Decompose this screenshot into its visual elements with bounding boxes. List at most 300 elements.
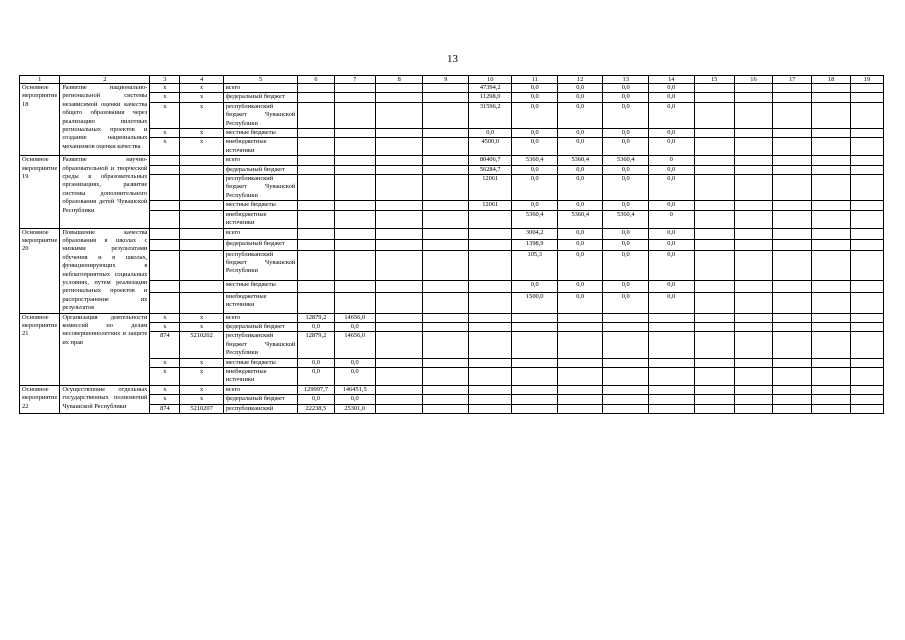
cell-col-17 <box>773 250 812 281</box>
cell-col-19 <box>850 250 883 281</box>
cell-funding-source: внебюджетные источники <box>223 138 298 156</box>
cell-col-18 <box>812 281 850 292</box>
cell-funding-source: республиканский <box>223 404 298 413</box>
cell-col-19 <box>850 385 883 394</box>
cell-year-2019: 0,0 <box>557 93 603 102</box>
cell-year-2013: 0,0 <box>298 368 334 386</box>
cell-year-2016 <box>423 138 469 156</box>
cell-activity-name: Развитие научно-образовательной и творческой среды в образовательных организациях, развитие системы дополнительного образования детей Чувашской Республики <box>60 156 150 228</box>
cell-year-2019 <box>557 332 603 358</box>
column-header: 1 <box>20 76 60 84</box>
cell-col-16 <box>734 165 772 174</box>
table-row <box>20 228 884 239</box>
cell-year-2016 <box>423 93 469 102</box>
cell-year-2017 <box>469 292 512 313</box>
cell-target-code: х <box>180 368 223 386</box>
cell-year-2013 <box>298 165 334 174</box>
cell-year-2021 <box>649 368 695 386</box>
cell-year-2016 <box>423 332 469 358</box>
cell-year-2017: 31596,2 <box>469 102 512 128</box>
table-row <box>20 332 884 358</box>
cell-col-19 <box>850 322 883 331</box>
cell-target-code: х <box>180 138 223 156</box>
cell-year-2020 <box>603 395 649 404</box>
cell-year-2019 <box>557 385 603 394</box>
cell-year-2021: 0,0 <box>649 165 695 174</box>
cell-year-2014 <box>334 250 375 281</box>
cell-year-2020 <box>603 322 649 331</box>
cell-year-2020 <box>603 313 649 322</box>
column-header: 19 <box>850 76 883 84</box>
cell-year-2016 <box>423 313 469 322</box>
table-row <box>20 239 884 250</box>
cell-col-19 <box>850 228 883 239</box>
cell-year-2018 <box>512 332 558 358</box>
column-header: 12 <box>557 76 603 84</box>
cell-col-15 <box>694 84 734 93</box>
cell-year-2013 <box>298 210 334 228</box>
cell-year-2013 <box>298 281 334 292</box>
cell-col-16 <box>734 102 772 128</box>
cell-year-2017: 4500,0 <box>469 138 512 156</box>
cell-ministry-code: х <box>150 84 180 93</box>
cell-funding-source: всего <box>223 84 298 93</box>
cell-target-code: х <box>180 322 223 331</box>
cell-year-2013 <box>298 228 334 239</box>
cell-target-code: 5210202 <box>180 332 223 358</box>
cell-year-2014 <box>334 228 375 239</box>
cell-target-code: х <box>180 313 223 322</box>
cell-col-16 <box>734 175 772 201</box>
cell-col-16 <box>734 250 772 281</box>
cell-activity-name: Повышение качества образования в школах с низкими результатами обучения и в школах, функционирующих в неблагоприятных социальных условиях, путем реализации региональных проектов и распространение их результатов <box>60 228 150 313</box>
cell-year-2019: 0,0 <box>557 239 603 250</box>
column-header: 6 <box>298 76 334 84</box>
cell-year-2014 <box>334 156 375 165</box>
cell-col-18 <box>812 313 850 322</box>
column-header: 11 <box>512 76 558 84</box>
cell-year-2018 <box>512 395 558 404</box>
cell-year-2018: 0,0 <box>512 93 558 102</box>
column-header: 10 <box>469 76 512 84</box>
cell-year-2016 <box>423 385 469 394</box>
cell-year-2020: 5360,4 <box>603 156 649 165</box>
cell-col-16 <box>734 138 772 156</box>
cell-target-code <box>180 292 223 313</box>
cell-col-17 <box>773 404 812 413</box>
cell-col-17 <box>773 84 812 93</box>
cell-year-2017: 11298,0 <box>469 93 512 102</box>
table-body <box>20 84 884 414</box>
cell-year-2014 <box>334 210 375 228</box>
cell-year-2021: 0,0 <box>649 239 695 250</box>
cell-col-15 <box>694 292 734 313</box>
cell-col-18 <box>812 210 850 228</box>
cell-col-19 <box>850 175 883 201</box>
cell-col-19 <box>850 201 883 210</box>
cell-activity-name: Развитие национально-региональной системы независимой оценки качества общего образования через реализацию пилотных региональных проектов и создание национальных механизмов оценки качества <box>60 84 150 156</box>
cell-col-17 <box>773 138 812 156</box>
cell-year-2017 <box>469 358 512 367</box>
cell-ministry-code <box>150 292 180 313</box>
cell-target-code: х <box>180 358 223 367</box>
cell-year-2017 <box>469 322 512 331</box>
cell-col-15 <box>694 358 734 367</box>
cell-year-2014 <box>334 175 375 201</box>
cell-year-2021 <box>649 322 695 331</box>
table-row <box>20 138 884 156</box>
cell-col-16 <box>734 239 772 250</box>
cell-year-2019: 0,0 <box>557 201 603 210</box>
cell-year-2017 <box>469 239 512 250</box>
cell-ministry-code: х <box>150 129 180 138</box>
cell-year-2016 <box>423 322 469 331</box>
cell-ministry-code: х <box>150 322 180 331</box>
cell-col-18 <box>812 228 850 239</box>
cell-year-2014: 14656,0 <box>334 313 375 322</box>
cell-year-2015 <box>375 281 423 292</box>
cell-ministry-code <box>150 239 180 250</box>
cell-col-18 <box>812 322 850 331</box>
table-row <box>20 385 884 394</box>
cell-col-17 <box>773 228 812 239</box>
cell-year-2018: 5360,4 <box>512 210 558 228</box>
cell-year-2018: 0,0 <box>512 138 558 156</box>
cell-year-2020: 0,0 <box>603 84 649 93</box>
cell-year-2020: 0,0 <box>603 228 649 239</box>
cell-ministry-code: 874 <box>150 332 180 358</box>
cell-year-2017 <box>469 313 512 322</box>
cell-col-19 <box>850 358 883 367</box>
cell-year-2017 <box>469 368 512 386</box>
cell-year-2014 <box>334 93 375 102</box>
cell-year-2019: 0,0 <box>557 228 603 239</box>
cell-col-15 <box>694 332 734 358</box>
cell-col-18 <box>812 239 850 250</box>
cell-col-19 <box>850 292 883 313</box>
cell-funding-source: республиканский бюджет Чувашской Республики <box>223 102 298 128</box>
cell-year-2015 <box>375 332 423 358</box>
table-row <box>20 201 884 210</box>
cell-target-code: 5210207 <box>180 404 223 413</box>
cell-year-2013 <box>298 239 334 250</box>
cell-target-code: х <box>180 84 223 93</box>
cell-col-15 <box>694 102 734 128</box>
cell-ministry-code: х <box>150 395 180 404</box>
cell-year-2021 <box>649 313 695 322</box>
column-header: 8 <box>375 76 423 84</box>
cell-year-2019 <box>557 404 603 413</box>
cell-col-19 <box>850 332 883 358</box>
cell-year-2018: 0,0 <box>512 102 558 128</box>
cell-year-2017 <box>469 281 512 292</box>
cell-col-17 <box>773 368 812 386</box>
cell-year-2020 <box>603 368 649 386</box>
cell-col-17 <box>773 239 812 250</box>
cell-year-2015 <box>375 228 423 239</box>
cell-col-15 <box>694 239 734 250</box>
cell-funding-source: республиканский бюджет Чувашской Республики <box>223 332 298 358</box>
cell-ministry-code <box>150 156 180 165</box>
cell-year-2015 <box>375 165 423 174</box>
cell-year-2020: 5360,4 <box>603 210 649 228</box>
table-row <box>20 322 884 331</box>
cell-year-2018 <box>512 368 558 386</box>
cell-year-2018: 0,0 <box>512 281 558 292</box>
cell-year-2021: 0,0 <box>649 175 695 201</box>
cell-year-2014 <box>334 201 375 210</box>
cell-col-18 <box>812 332 850 358</box>
cell-col-17 <box>773 358 812 367</box>
cell-year-2013 <box>298 129 334 138</box>
cell-year-2016 <box>423 368 469 386</box>
cell-col-18 <box>812 93 850 102</box>
cell-year-2020: 0,0 <box>603 201 649 210</box>
cell-year-2021 <box>649 358 695 367</box>
cell-year-2013: 129997,7 <box>298 385 334 394</box>
cell-col-16 <box>734 395 772 404</box>
cell-year-2017: 56284,7 <box>469 165 512 174</box>
cell-col-17 <box>773 165 812 174</box>
cell-col-15 <box>694 250 734 281</box>
cell-year-2014 <box>334 84 375 93</box>
cell-year-2016 <box>423 228 469 239</box>
cell-year-2018: 5360,4 <box>512 156 558 165</box>
cell-funding-source: всего <box>223 313 298 322</box>
cell-year-2014: 0,0 <box>334 358 375 367</box>
cell-col-18 <box>812 404 850 413</box>
cell-funding-source: республиканский бюджет Чувашской Республики <box>223 175 298 201</box>
cell-year-2020 <box>603 332 649 358</box>
cell-ministry-code: 874 <box>150 404 180 413</box>
cell-col-16 <box>734 93 772 102</box>
cell-year-2013 <box>298 292 334 313</box>
cell-col-17 <box>773 156 812 165</box>
cell-funding-source: федеральный бюджет <box>223 165 298 174</box>
cell-year-2019 <box>557 368 603 386</box>
cell-col-17 <box>773 322 812 331</box>
cell-col-18 <box>812 368 850 386</box>
cell-year-2015 <box>375 156 423 165</box>
cell-year-2018: 3004,2 <box>512 228 558 239</box>
column-header: 16 <box>734 76 772 84</box>
cell-year-2018 <box>512 404 558 413</box>
cell-col-19 <box>850 93 883 102</box>
cell-year-2021: 0,0 <box>649 292 695 313</box>
cell-col-18 <box>812 358 850 367</box>
cell-col-17 <box>773 395 812 404</box>
cell-funding-source: республиканский бюджет Чувашской Республики <box>223 250 298 281</box>
table-row <box>20 358 884 367</box>
cell-year-2018 <box>512 385 558 394</box>
cell-year-2019 <box>557 358 603 367</box>
cell-year-2021: 0,0 <box>649 281 695 292</box>
cell-col-17 <box>773 385 812 394</box>
cell-target-code <box>180 228 223 239</box>
cell-year-2021: 0 <box>649 156 695 165</box>
cell-year-2017: 12061 <box>469 201 512 210</box>
cell-year-2017 <box>469 210 512 228</box>
cell-col-18 <box>812 138 850 156</box>
cell-year-2014: 0,0 <box>334 322 375 331</box>
table-row <box>20 404 884 413</box>
cell-funding-source: местные бюджеты <box>223 129 298 138</box>
cell-year-2019: 0,0 <box>557 175 603 201</box>
table-row <box>20 395 884 404</box>
cell-year-2018: 0,0 <box>512 165 558 174</box>
page-number: 13 <box>447 53 458 65</box>
cell-year-2019: 0,0 <box>557 165 603 174</box>
cell-year-2019 <box>557 395 603 404</box>
cell-col-15 <box>694 201 734 210</box>
cell-year-2015 <box>375 138 423 156</box>
cell-year-2016 <box>423 210 469 228</box>
cell-year-2021 <box>649 395 695 404</box>
cell-funding-source: внебюджетные источники <box>223 368 298 386</box>
cell-funding-source: федеральный бюджет <box>223 322 298 331</box>
cell-target-code: х <box>180 102 223 128</box>
cell-year-2021 <box>649 332 695 358</box>
cell-year-2017: 47394,2 <box>469 84 512 93</box>
cell-year-2014 <box>334 165 375 174</box>
cell-year-2016 <box>423 129 469 138</box>
table-row <box>20 102 884 128</box>
cell-ministry-code <box>150 228 180 239</box>
cell-year-2020: 0,0 <box>603 250 649 281</box>
cell-activity-name: Осуществление отдельных государственных полномочий Чувашской Республики <box>60 385 150 413</box>
cell-target-code <box>180 201 223 210</box>
cell-col-19 <box>850 84 883 93</box>
cell-year-2019: 5360,4 <box>557 210 603 228</box>
cell-year-2017 <box>469 385 512 394</box>
cell-target-code: х <box>180 385 223 394</box>
cell-year-2015 <box>375 322 423 331</box>
cell-ministry-code <box>150 165 180 174</box>
cell-year-2013: 0,0 <box>298 395 334 404</box>
cell-activity-code: Основное мероприятие 21 <box>20 313 60 385</box>
cell-year-2016 <box>423 175 469 201</box>
cell-col-19 <box>850 395 883 404</box>
cell-year-2015 <box>375 385 423 394</box>
cell-year-2016 <box>423 250 469 281</box>
cell-col-19 <box>850 210 883 228</box>
column-header: 5 <box>223 76 298 84</box>
cell-year-2014 <box>334 102 375 128</box>
cell-year-2013 <box>298 93 334 102</box>
cell-col-15 <box>694 93 734 102</box>
cell-col-16 <box>734 313 772 322</box>
cell-col-19 <box>850 129 883 138</box>
cell-col-18 <box>812 385 850 394</box>
cell-year-2013 <box>298 138 334 156</box>
cell-col-17 <box>773 201 812 210</box>
cell-year-2019: 0,0 <box>557 281 603 292</box>
column-header: 4 <box>180 76 223 84</box>
cell-ministry-code: х <box>150 385 180 394</box>
cell-funding-source: местные бюджеты <box>223 281 298 292</box>
cell-year-2015 <box>375 84 423 93</box>
cell-year-2015 <box>375 313 423 322</box>
cell-year-2014: 0,0 <box>334 395 375 404</box>
cell-year-2014 <box>334 239 375 250</box>
cell-target-code <box>180 175 223 201</box>
cell-funding-source: внебюджетные источники <box>223 210 298 228</box>
cell-col-16 <box>734 404 772 413</box>
table-row <box>20 292 884 313</box>
cell-year-2020: 0,0 <box>603 292 649 313</box>
cell-col-15 <box>694 138 734 156</box>
cell-target-code: х <box>180 129 223 138</box>
cell-year-2013 <box>298 84 334 93</box>
cell-col-17 <box>773 292 812 313</box>
cell-year-2014 <box>334 281 375 292</box>
cell-year-2019 <box>557 313 603 322</box>
table-row <box>20 281 884 292</box>
cell-col-15 <box>694 210 734 228</box>
table-row <box>20 129 884 138</box>
cell-target-code <box>180 250 223 281</box>
cell-year-2016 <box>423 84 469 93</box>
cell-year-2021: 0,0 <box>649 250 695 281</box>
cell-col-15 <box>694 129 734 138</box>
cell-year-2015 <box>375 368 423 386</box>
column-header: 9 <box>423 76 469 84</box>
cell-year-2013: 0,0 <box>298 322 334 331</box>
cell-year-2014: 146451,5 <box>334 385 375 394</box>
cell-year-2013: 12879,2 <box>298 313 334 322</box>
cell-year-2020: 0,0 <box>603 93 649 102</box>
column-header: 2 <box>60 76 150 84</box>
cell-year-2015 <box>375 129 423 138</box>
cell-year-2018: 0,0 <box>512 201 558 210</box>
cell-col-19 <box>850 102 883 128</box>
cell-year-2021: 0 <box>649 210 695 228</box>
cell-col-16 <box>734 292 772 313</box>
cell-year-2014 <box>334 292 375 313</box>
cell-year-2018: 1500,0 <box>512 292 558 313</box>
cell-year-2015 <box>375 250 423 281</box>
cell-year-2019 <box>557 322 603 331</box>
cell-target-code <box>180 156 223 165</box>
cell-year-2019: 0,0 <box>557 292 603 313</box>
cell-col-16 <box>734 84 772 93</box>
cell-col-16 <box>734 156 772 165</box>
cell-funding-source: местные бюджеты <box>223 201 298 210</box>
cell-year-2014 <box>334 129 375 138</box>
cell-year-2013 <box>298 201 334 210</box>
cell-year-2015 <box>375 239 423 250</box>
cell-ministry-code <box>150 175 180 201</box>
cell-year-2017 <box>469 228 512 239</box>
cell-year-2016 <box>423 102 469 128</box>
cell-year-2016 <box>423 281 469 292</box>
cell-year-2018 <box>512 313 558 322</box>
table-row <box>20 175 884 201</box>
cell-year-2014: 0,0 <box>334 368 375 386</box>
cell-col-15 <box>694 322 734 331</box>
cell-col-15 <box>694 281 734 292</box>
cell-ministry-code: х <box>150 368 180 386</box>
cell-year-2013 <box>298 102 334 128</box>
cell-year-2020: 0,0 <box>603 138 649 156</box>
cell-col-19 <box>850 368 883 386</box>
cell-col-17 <box>773 93 812 102</box>
cell-year-2018 <box>512 358 558 367</box>
cell-year-2015 <box>375 358 423 367</box>
cell-ministry-code: х <box>150 358 180 367</box>
cell-col-18 <box>812 129 850 138</box>
cell-year-2020 <box>603 404 649 413</box>
